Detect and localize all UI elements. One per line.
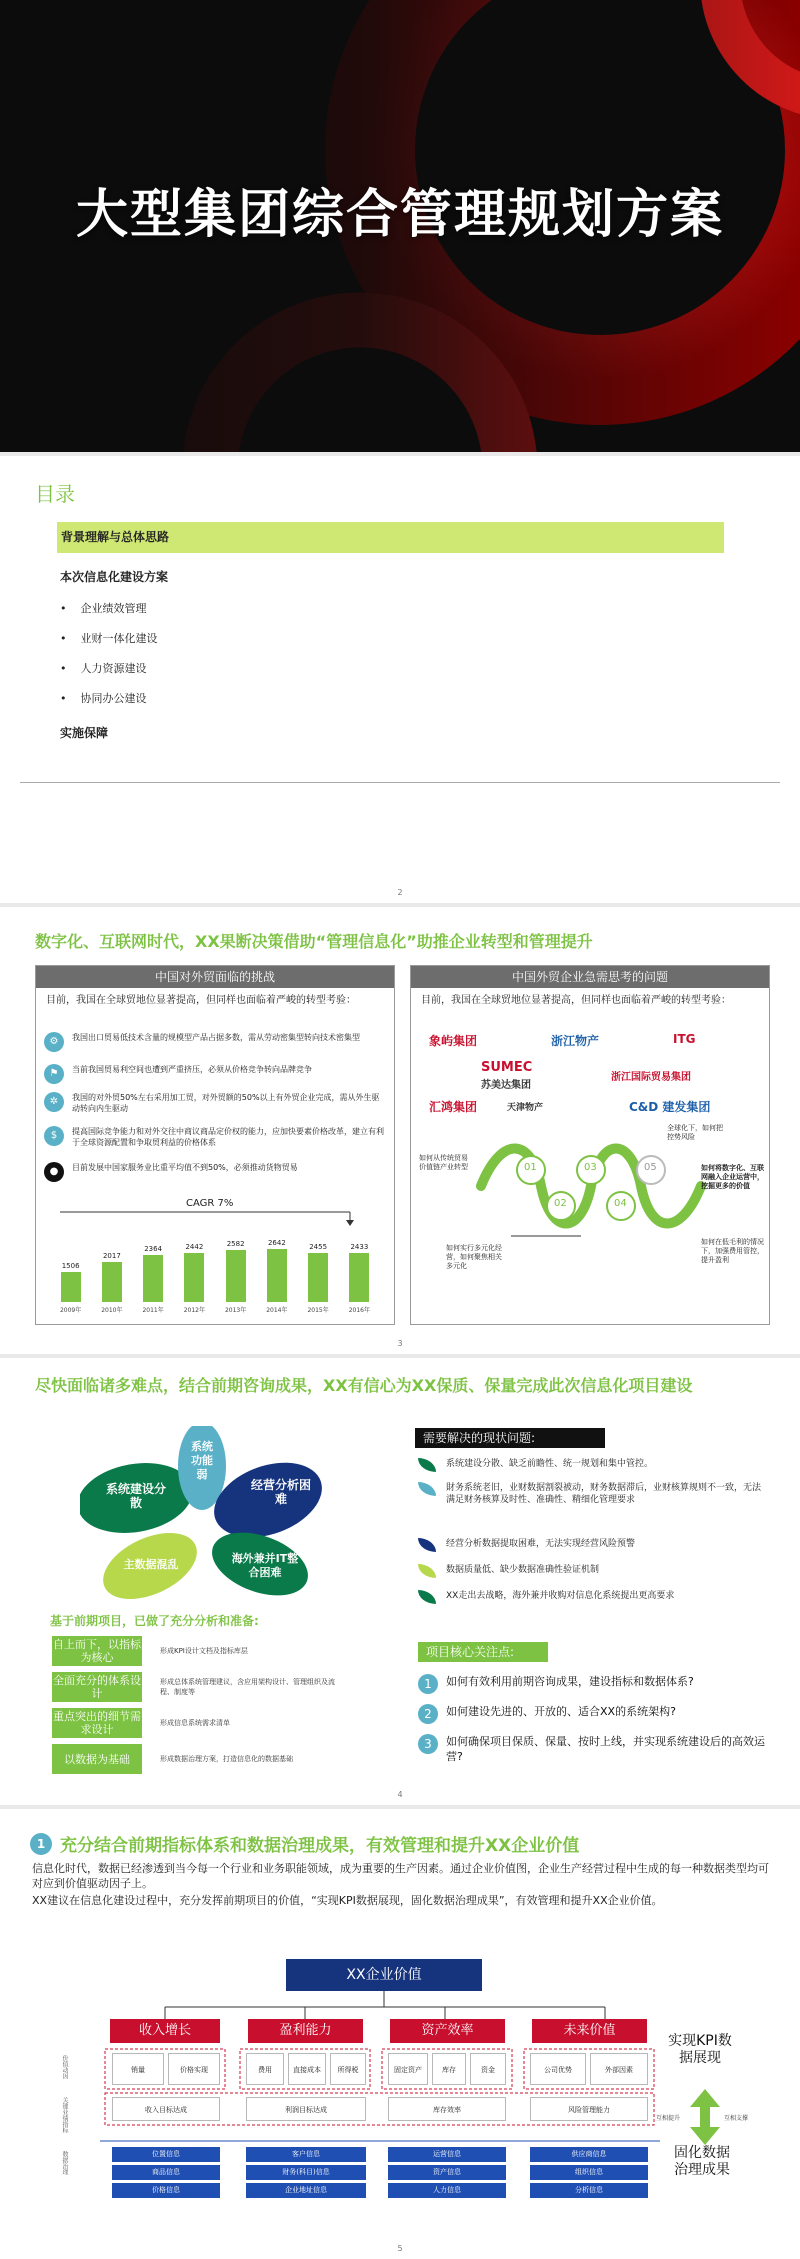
panel-intro: 目前，我国在全球贸地位显著提高，但同样也面临着严峻的转型考验：	[421, 995, 731, 1006]
driver-cell: 外部因素	[590, 2053, 648, 2085]
tree-root: XX企业价值	[286, 1959, 482, 1991]
row-label: 关键业绩指标	[61, 2097, 68, 2133]
bar-category-label: 2016年	[348, 1307, 371, 1314]
prep-label: 重点突出的细节需求设计	[53, 1710, 141, 1736]
toc-slide	[0, 456, 800, 903]
person-icon: ●	[44, 1162, 64, 1182]
chart-bar	[184, 1253, 204, 1302]
focus-text: 如何有效利用前期咨询成果，建设指标和数据体系?	[446, 1675, 694, 1688]
issue-item	[418, 1482, 768, 1506]
wave-number: 02	[554, 1198, 567, 1209]
wave-diagram	[471, 1126, 711, 1246]
value-driver-header: 盈利能力	[248, 2019, 363, 2043]
export-bar-chart	[50, 1224, 380, 1324]
prep-row	[52, 1672, 340, 1702]
logo-huihong: 汇鸿集团	[429, 1100, 478, 1114]
prep-label: 全面充分的体系设计	[53, 1674, 141, 1700]
chart-bar	[226, 1250, 246, 1302]
prep-row	[52, 1744, 340, 1774]
value-map-slide	[0, 1809, 800, 2259]
toc-divider	[20, 782, 780, 783]
leaf-icon	[418, 1458, 436, 1472]
logo-zhejiang-intl: 浙江国际贸易集团	[611, 1072, 691, 1083]
prep-text: 形成数据治理方案，打造信息化的数据基础	[160, 1755, 293, 1763]
data-cell: 价格信息	[112, 2183, 220, 2198]
wave-question: 如何在低毛利的情况下，加强费用管控，提升盈利	[701, 1238, 764, 1264]
logo-xiangyu: 象屿集团	[429, 1034, 478, 1048]
toc-subitem-performance[interactable]: • 企业绩效管理	[60, 600, 147, 616]
prep-title: 基于前期项目，已做了充分分析和准备:	[50, 1614, 259, 1628]
chart-bar	[349, 1253, 369, 1302]
bar-value-label: 1506	[61, 1261, 80, 1270]
panel-intro: 目前，我国在全球贸地位显著提高，但同样也面临着严峻的转型考验：	[46, 995, 356, 1006]
issue-text: 数据质量低、缺少数据准确性验证机制	[446, 1565, 600, 1575]
focus-item	[418, 1674, 778, 1694]
issue-item	[418, 1564, 768, 1578]
toc-item-solution[interactable]: 本次信息化建设方案	[60, 570, 169, 584]
data-cell: 商品信息	[112, 2165, 220, 2180]
number-badge: 3	[418, 1734, 438, 1754]
chart-bar	[102, 1262, 122, 1302]
prep-label: 以数据为基础	[52, 1744, 142, 1774]
number-badge: 2	[418, 1704, 438, 1724]
wave-number: 05	[644, 1162, 657, 1173]
chart-bar	[267, 1249, 287, 1302]
bar-category-label: 2011年	[142, 1307, 164, 1314]
arrow-label-left: 互相提升	[656, 2115, 681, 2122]
challenge-text: 当前我国贸易利空间也遭到严重挤压，必须从价格竞争转向品牌竞争	[72, 1065, 312, 1074]
chart-bar	[61, 1272, 81, 1302]
challenge-text: 提高国际竞争能力和对外交往中商议商品定价权的能力，应加快要素价格改革，建立有利于全球资源配置和争取贸利益的价格体系	[72, 1127, 384, 1147]
page-number: 4	[397, 1790, 403, 1799]
bar-value-label: 2455	[309, 1242, 328, 1251]
driver-cell: 资金	[470, 2053, 506, 2085]
wave-question: 如何从传统贸易价值链产业转型	[419, 1154, 468, 1171]
toc-subitem-finance[interactable]: • 业财一体化建设	[60, 630, 158, 646]
issues-heading: 需要解决的现状问题:	[415, 1428, 605, 1448]
value-driver-header: 资产效率	[390, 2019, 505, 2043]
slide-title-text: 充分结合前期指标体系和数据治理成果，有效管理和提升XX企业价值	[60, 1836, 580, 1856]
challenge-item	[44, 1126, 384, 1148]
bar-value-label: 2642	[267, 1239, 286, 1248]
wave-question: 如何将数字化、互联网融入企业运营中，挖掘更多的价值	[701, 1164, 764, 1190]
row-label: 数据治理	[61, 2151, 68, 2175]
toc-subitem-hr[interactable]: • 人力资源建设	[60, 660, 147, 676]
wave-number: 03	[584, 1162, 597, 1173]
challenge-item	[44, 1064, 384, 1084]
issue-item	[418, 1538, 768, 1552]
prep-text: 形成KPI设计文档及指标库层	[160, 1647, 248, 1655]
bar-category-label: 2010年	[101, 1307, 123, 1314]
challenge-text: 目前发展中国家服务业比重平均值不到50%，必须推动货物贸易	[72, 1163, 298, 1172]
cover-title: 大型集团综合管理规划方案	[75, 185, 724, 245]
focus-heading: 项目核心关注点:	[418, 1642, 548, 1662]
data-cell: 运营信息	[388, 2147, 506, 2162]
chart-bar	[308, 1253, 328, 1302]
toc-item-guarantee[interactable]: 实施保障	[60, 726, 109, 740]
issue-item	[418, 1458, 768, 1472]
driver-cell: 销量	[112, 2053, 164, 2085]
data-cell: 组织信息	[530, 2165, 648, 2180]
kpi-cell: 库存效率	[388, 2097, 506, 2121]
data-cell: 客户信息	[246, 2147, 366, 2162]
issue-text: XX走出去战略，海外兼并收购对信息化系统提出更高要求	[446, 1591, 675, 1601]
wave-number: 04	[614, 1198, 627, 1209]
prep-label: 自上而下，以指标为核心	[53, 1638, 141, 1664]
bar-category-label: 2015年	[307, 1307, 329, 1314]
bar-value-label: 2582	[226, 1240, 245, 1249]
logo-sumec-cn: 苏美达集团	[481, 1080, 531, 1091]
kpi-cell: 风险管理能力	[530, 2097, 648, 2121]
driver-cell: 固定资产	[388, 2053, 428, 2085]
kpi-cell: 利润目标达成	[246, 2097, 366, 2121]
prep-row	[52, 1708, 340, 1738]
data-governance-label: 固化数据治理成果	[674, 2145, 730, 2178]
slide-title: 数字化、互联网时代，XX果断决策借助“管理信息化”助推企业转型和管理提升	[35, 932, 593, 951]
challenge-text: 我国的对外贸50%左右采用加工贸，对外贸额的50%以上有外贸企业完成，需从外生驱动转向内生驱动	[72, 1093, 380, 1113]
bar-value-label: 2442	[185, 1243, 204, 1252]
flag-icon: ⚑	[44, 1064, 64, 1084]
panel-heading: 中国对外贸面临的挑战	[36, 966, 394, 988]
challenge-text: 我国出口贸易低技术含量的规模型产品占据多数，需从劳动密集型转向技术密集型	[72, 1033, 360, 1042]
petal-label: 系统建设分散	[106, 1482, 167, 1510]
focus-text: 如何建设先进的、开放的、适合XX的系统架构?	[446, 1705, 676, 1718]
row-label: 价值动因	[61, 2055, 68, 2079]
question-panel	[410, 965, 770, 1325]
number-badge: 1	[418, 1674, 438, 1694]
toc-item-background[interactable]: 背景理解与总体思路	[57, 522, 724, 553]
prep-text: 形成总体系统管理建议，含应用架构设计、管理组织及流程、制度等	[160, 1678, 335, 1696]
intro-paragraph: 信息化时代，数据已经渗透到当今每一个行业和业务职能领域，成为重要的生产因素。通过企业价值图，企业生产经营过程中生成的每一种数据类型均可对应到价值驱动因子上。	[32, 1862, 769, 1890]
logo-sumec: SUMEC	[481, 1060, 533, 1075]
page-number: 3	[397, 1339, 403, 1348]
petal-label: 经营分析困难	[250, 1478, 311, 1506]
page-number: 5	[397, 2244, 403, 2253]
chart-bar	[143, 1255, 163, 1302]
bar-category-label: 2014年	[266, 1307, 288, 1314]
petal-label: 系统功能弱	[191, 1440, 213, 1481]
logo-cd: C&D 建发集团	[629, 1100, 711, 1114]
data-cell: 位置信息	[112, 2147, 220, 2162]
prep-text: 形成信息系统需求清单	[160, 1719, 230, 1727]
challenge-item	[44, 1032, 384, 1052]
focus-text: 如何确保项目保质、保量、按时上线，并实现系统建设后的高效运营?	[446, 1735, 765, 1763]
slide-title: 尽快面临诸多难点，结合前期咨询成果，XX有信心为XX保质、保量完成此次信息化项目建设	[35, 1376, 693, 1395]
panel-heading: 中国外贸企业急需思考的问题	[411, 966, 769, 988]
issue-text: 经营分析数据提取困难，无法实现经营风险预警	[446, 1539, 636, 1549]
bar-category-label: 2013年	[224, 1307, 247, 1314]
challenge-panel	[35, 965, 395, 1325]
value-driver-header: 收入增长	[110, 2019, 220, 2043]
driver-cell: 费用	[246, 2053, 284, 2085]
difficulty-slide	[0, 1358, 800, 1805]
data-cell: 供应商信息	[530, 2147, 648, 2162]
trade-challenge-slide	[0, 907, 800, 1354]
number-badge: 1	[30, 1833, 52, 1855]
factory-icon: ⚙	[44, 1032, 64, 1052]
arrow-label-right: 互相支撑	[724, 2115, 749, 2122]
data-cell: 企业地址信息	[246, 2183, 366, 2198]
kpi-cell: 收入目标达成	[112, 2097, 220, 2121]
toc-title: 目录	[35, 482, 75, 506]
bar-value-label: 2433	[350, 1243, 369, 1252]
bar-value-label: 2364	[144, 1244, 163, 1253]
driver-cell: 直接成本	[288, 2053, 326, 2085]
petal-label: 海外兼并IT整合困难	[231, 1552, 299, 1579]
wave-question: 如何实行多元化经营，如何聚焦相关多元化	[446, 1244, 502, 1270]
focus-item	[418, 1704, 778, 1724]
page-number: 2	[397, 888, 403, 897]
driver-cell: 公司优势	[530, 2053, 586, 2085]
driver-cell: 所得税	[330, 2053, 366, 2085]
petal-label: 主数据混乱	[123, 1558, 179, 1571]
kpi-display-label: 实现KPI数据展现	[668, 2033, 732, 2066]
intro-paragraph: XX建议在信息化建设过程中，充分发挥前期项目的价值，“实现KPI数据展现，固化数据治理成果”，有效管理和提升XX企业价值。	[32, 1894, 663, 1907]
wave-question: 全球化下，如何把控势风险	[667, 1124, 723, 1141]
leaf-icon	[418, 1590, 436, 1604]
issue-item	[418, 1590, 768, 1604]
logo-itg: ITG	[673, 1032, 696, 1046]
issue-text: 財务系统老旧，业财数据割裂被动，财务数据滞后，业财核算规则不一致，无法满足财务核算及时性、准确性、精细化管理要求	[446, 1483, 762, 1505]
challenge-item	[44, 1162, 384, 1182]
value-driver-header: 未来价值	[532, 2019, 647, 2043]
logo-zhejiang: 浙江物产	[551, 1034, 600, 1048]
driver-cell: 价格实现	[168, 2053, 220, 2085]
prep-row	[52, 1636, 340, 1666]
focus-item	[418, 1734, 778, 1764]
issue-text: 系统建设分散、缺乏前瞻性、统一规划和集中管控。	[446, 1459, 654, 1469]
bar-value-label: 2017	[102, 1251, 121, 1260]
driver-cell: 库存	[432, 2053, 466, 2085]
data-cell: 资产信息	[388, 2165, 506, 2180]
toc-subitem-office[interactable]: • 协同办公建设	[60, 690, 147, 706]
leaf-icon	[418, 1564, 436, 1578]
leaf-icon	[418, 1482, 436, 1496]
challenge-item	[44, 1092, 384, 1114]
leaf-icon	[418, 1538, 436, 1552]
data-cell: 人力信息	[388, 2183, 506, 2198]
data-cell: 分析信息	[530, 2183, 648, 2198]
data-cell: 财务(科目)信息	[246, 2165, 366, 2180]
globe-icon: ✲	[44, 1092, 64, 1112]
bar-category-label: 2012年	[183, 1307, 206, 1314]
chart-title: CAGR 7%	[186, 1198, 234, 1209]
bar-category-label: 2009年	[59, 1307, 82, 1314]
cover-slide	[0, 0, 800, 452]
money-icon: $	[44, 1126, 64, 1146]
logo-tianjin: 天津物产	[507, 1103, 544, 1113]
wave-number: 01	[524, 1162, 537, 1173]
